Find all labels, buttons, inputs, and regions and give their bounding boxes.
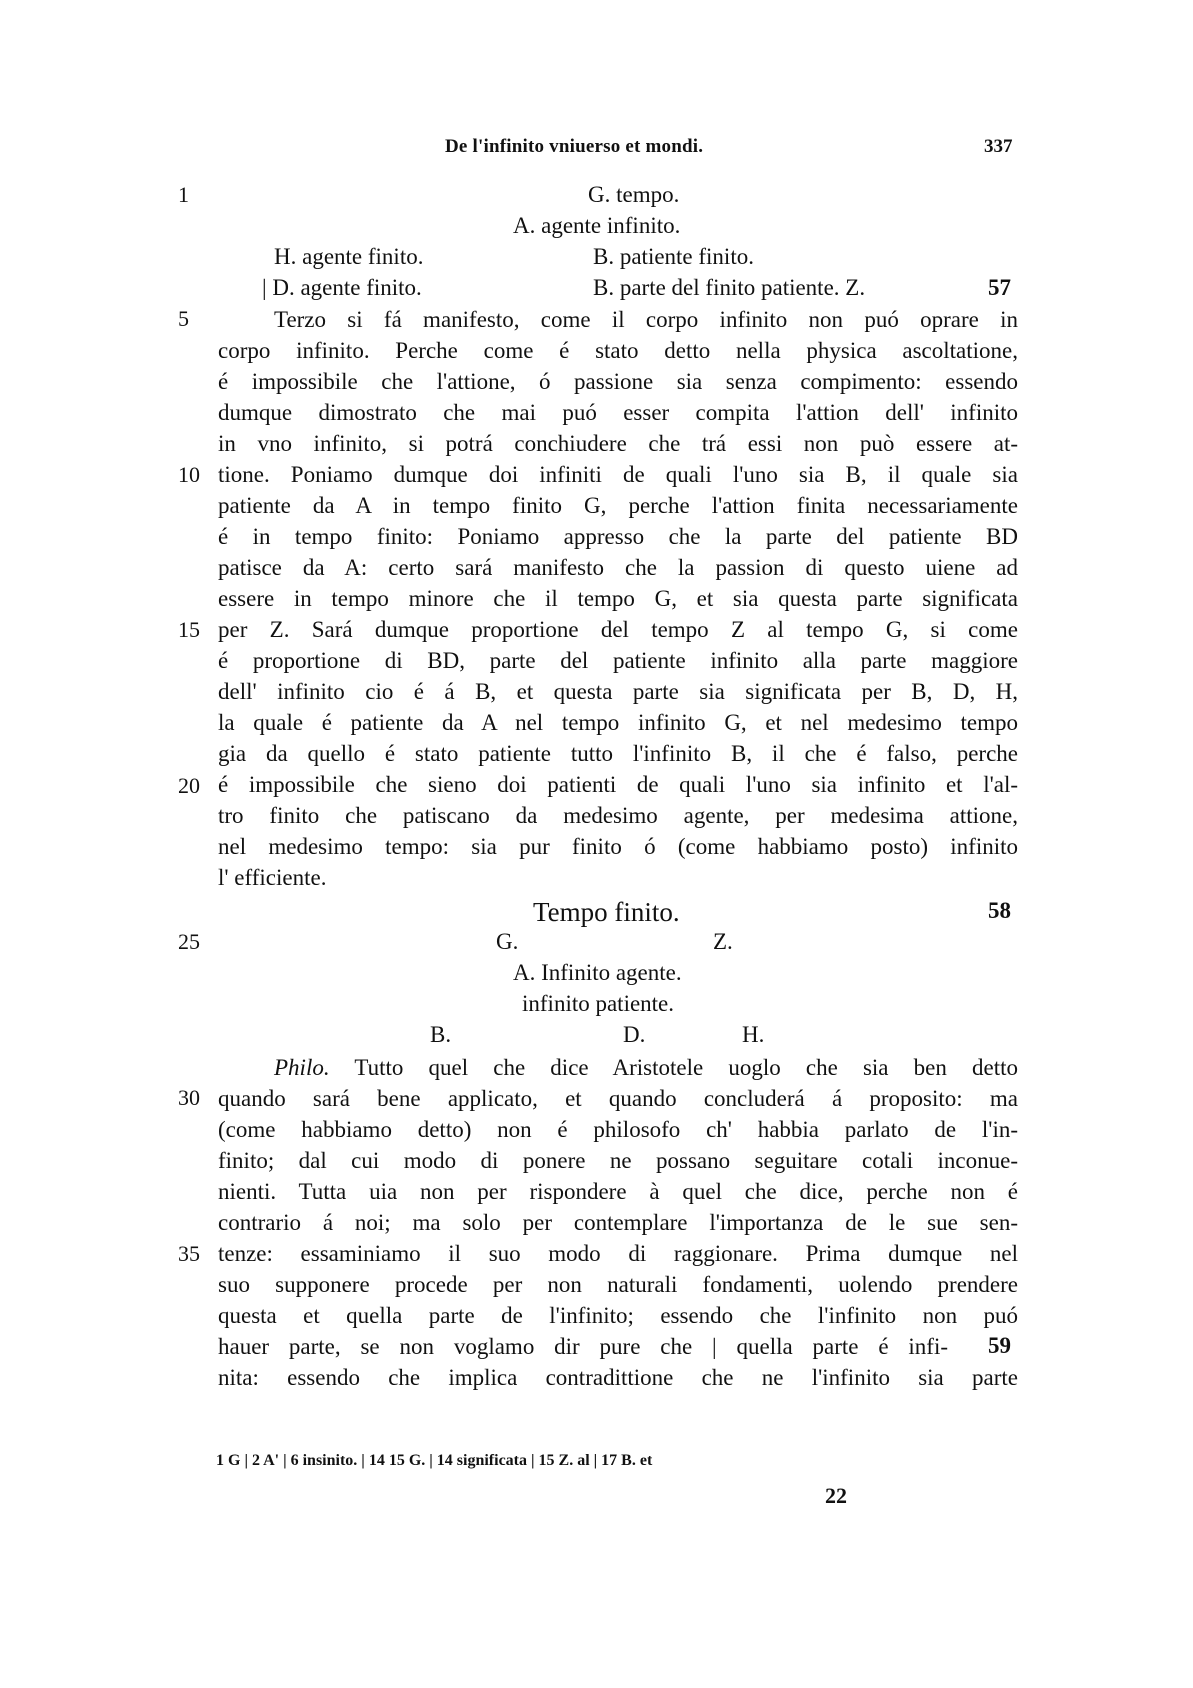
section-number: 59	[988, 1333, 1011, 1358]
text-line: tro finito che patiscano da medesimo agente, per medesima attione,	[218, 803, 1018, 828]
line-number: 1	[178, 182, 189, 207]
text-line: suo supponere procede per non naturali fondamenti, uolendo prendere	[218, 1272, 1018, 1297]
speaker-name: Philo.	[274, 1055, 330, 1080]
critical-apparatus: 1 G | 2 A' | 6 insinito. | 14 15 G. | 14 significata | 15 Z. al | 17 B. et	[216, 1452, 653, 1469]
running-head: De l'infinito vniuerso et mondi.	[445, 136, 704, 157]
text-line: hauer parte, se non voglamo dir pure che | quella parte é infi-	[218, 1334, 948, 1359]
text-line: finito; dal cui modo di ponere ne possano seguitare cotali inconue-	[218, 1148, 1018, 1173]
text-line: in vno infinito, si potrá conchiudere che trá essi non può essere at-	[218, 431, 1018, 456]
signature-mark: 22	[825, 1483, 847, 1508]
paragraph-1	[218, 304, 1018, 893]
diagram-label-infinito-patiente: infinito patiente.	[522, 991, 675, 1016]
section-number: 57	[988, 275, 1011, 300]
text-line: (come habbiamo detto) non é philosofo ch' habbia parlato de l'in-	[218, 1117, 1018, 1142]
line-number: 25	[178, 929, 200, 954]
text-line: é proportione di BD, parte del patiente infinito alla parte maggiore	[218, 648, 1018, 673]
diagram-label-g: G.	[496, 929, 519, 954]
paragraph-2	[218, 1052, 1018, 1393]
text-line: é impossibile che l'attione, ó passione sia senza compimento: essendo	[218, 369, 1018, 394]
text-line: quando sará bene applicato, et quando concluderá á proposito: ma	[218, 1086, 1018, 1111]
section-number: 58	[988, 898, 1011, 923]
text-line: essere in tempo minore che il tempo G, et sia questa parte significata	[218, 586, 1018, 611]
text-line: dell' infinito cio é á B, et questa parte sia significata per B, D, H,	[218, 679, 1018, 704]
diagram-label-a-agente: A. agente infinito.	[513, 213, 681, 238]
line-number: 30	[178, 1085, 200, 1110]
text-line: nienti. Tutta uia non per rispondere à quel che dice, perche non é	[218, 1179, 1018, 1204]
text-line: contrario á noi; ma solo per contemplare l'importanza de le sue sen-	[218, 1210, 1018, 1235]
text-line: corpo infinito. Perche come é stato detto nella physica ascoltatione,	[218, 338, 1018, 363]
line-number: 35	[178, 1241, 200, 1266]
text-line: patisce da A: certo sará manifesto che la passion di questo uiene ad	[218, 555, 1018, 580]
diagram-label-h-agente: H. agente finito.	[274, 244, 424, 269]
diagram-label-d-agente: | D. agente finito.	[262, 275, 422, 300]
text-line: l' efficiente.	[218, 865, 327, 890]
text-line: tenze: essaminiamo il suo modo di raggionare. Prima dumque nel	[218, 1241, 1018, 1266]
text-line: questa et quella parte de l'infinito; essendo che l'infinito non puó	[218, 1303, 1018, 1328]
line-number: 10	[178, 462, 200, 487]
diagram-label-g-tempo: G. tempo.	[588, 182, 680, 207]
text-run: Tutto quel che dice Aristotele uoglo che sia ben detto	[354, 1055, 1018, 1080]
diagram-label-h: H.	[742, 1022, 765, 1047]
page-number: 337	[984, 136, 1013, 157]
diagram-label-d: D.	[623, 1022, 646, 1047]
text-line: gia da quello é stato patiente tutto l'infinito B, il che é falso, perche	[218, 741, 1018, 766]
text-line: Terzo si fá manifesto, come il corpo infinito non puó oprare in	[274, 307, 1018, 332]
text-line: dumque dimostrato che mai puó esser compita l'attion dell' infinito	[218, 400, 1018, 425]
text-line: patiente da A in tempo finito G, perche l'attion finita necessariamente	[218, 493, 1018, 518]
diagram-label-b: B.	[430, 1022, 452, 1047]
text-line: nel medesimo tempo: sia pur finito ó (come habbiamo posto) infinito	[218, 834, 1018, 859]
text-line: nita: essendo che implica contradittione che ne l'infinito sia parte	[218, 1365, 1018, 1390]
diagram-title: Tempo finito.	[533, 897, 680, 927]
text-line: la quale é patiente da A nel tempo infinito G, et nel medesimo tempo	[218, 710, 1018, 735]
line-number: 15	[178, 617, 200, 642]
line-number: 5	[178, 306, 189, 331]
diagram-label-z: Z.	[713, 929, 733, 954]
diagram-label-b-parte: B. parte del finito patiente. Z.	[593, 275, 866, 300]
text-line: per Z. Sará dumque proportione del tempo Z al tempo G, si come	[218, 617, 1018, 642]
text-line	[218, 1052, 1018, 1083]
line-number: 20	[178, 773, 200, 798]
diagram-label-infinito-agente: A. Infinito agente.	[513, 960, 682, 985]
text-line: tione. Poniamo dumque doi infiniti de quali l'uno sia B, il quale sia	[218, 462, 1018, 487]
text-line: é impossibile che sieno doi patienti de quali l'uno sia infinito et l'al-	[218, 772, 1018, 797]
diagram-label-b-patiente: B. patiente finito.	[593, 244, 754, 269]
text-line: é in tempo finito: Poniamo appresso che la parte del patiente BD	[218, 524, 1018, 549]
